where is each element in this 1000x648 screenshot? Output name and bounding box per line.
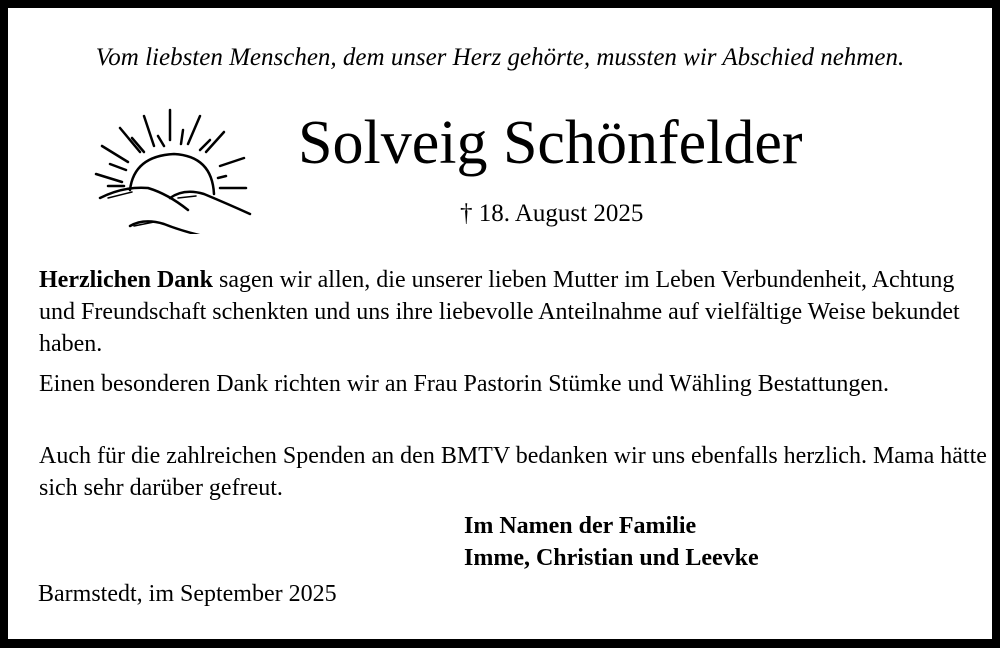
motto: Vom liebsten Menschen, dem unser Herz gehörte, mussten wir Abschied nehmen. [95,44,905,71]
thanks-bold: Herzlichen Dank [39,267,213,293]
signature-line-1: Im Namen der Familie [464,513,697,539]
signature-line-2: Imme, Christian und Leevke [464,545,759,571]
death-date-text: 18. August 2025 [478,200,644,227]
signature [464,510,759,574]
donations-paragraph: Auch für die zahlreichen Spenden an den BMTV bedanken wir uns ebenfalls herzlich. Mama hätte sich sehr darüber gefreut. [39,443,987,501]
sunset-over-hills-icon [88,94,258,234]
thanks-paragraph [39,264,989,360]
thanks-text: sagen wir allen, die unserer lieben Mutter im Leben Verbundenheit, Achtung und Freundschaft schenkten und uns ihre liebevolle Anteilnahme auf vielfältige Weise bekundet haben. [39,267,960,357]
place-date: Barmstedt, im September 2025 [38,581,337,607]
obituary-card [8,8,992,639]
special-thanks-paragraph: Einen besonderen Dank richten wir an Frau Pastorin Stümke und Wähling Bestattungen. [39,371,890,397]
death-date [460,200,643,228]
deceased-name: Solveig Schönfelder [298,109,803,177]
cross-icon: † [460,200,473,227]
